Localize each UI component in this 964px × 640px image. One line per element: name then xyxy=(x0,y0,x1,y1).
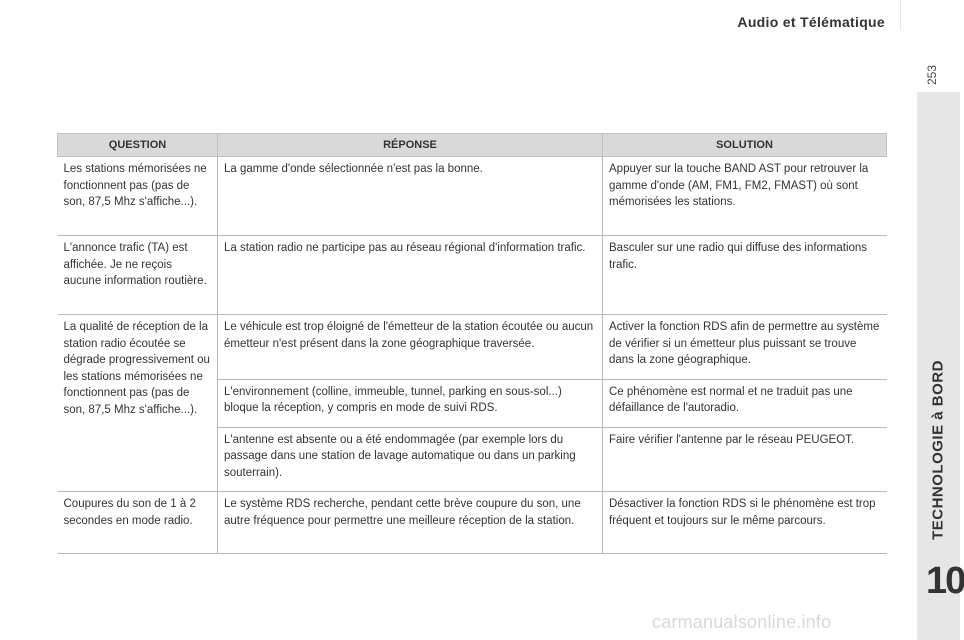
solution-cell: Activer la fonction RDS afin de permettre au système de vérifier si un émetteur plus puissant se trouve dans la zone géographique. xyxy=(603,315,887,380)
column-header-response: RÉPONSE xyxy=(218,134,603,157)
response-cell: La gamme d'onde sélectionnée n'est pas la bonne. xyxy=(218,157,603,236)
response-cell: Le système RDS recherche, pendant cette brève coupure du son, une autre fréquence pour permettre une meilleure réception de la station. xyxy=(218,492,603,554)
section-title: Audio et Télématique xyxy=(737,14,885,30)
troubleshooting-table xyxy=(57,133,887,554)
response-cell: L'environnement (colline, immeuble, tunnel, parking en sous-sol...) bloque la réception, y compris en mode de suivi RDS. xyxy=(218,379,603,427)
table-row xyxy=(58,315,887,380)
solution-cell: Basculer sur une radio qui diffuse des informations trafic. xyxy=(603,236,887,315)
solution-cell: Appuyer sur la touche BAND AST pour retrouver la gamme d'onde (AM, FM1, FM2, FMAST) où sont mémorisées les stations. xyxy=(603,157,887,236)
question-cell: L'annonce trafic (TA) est affichée. Je ne reçois aucune information routière. xyxy=(58,236,218,315)
page-number: 253 xyxy=(925,64,940,86)
response-cell: L'antenne est absente ou a été endommagée (par exemple lors du passage dans une station de lavage automatique ou dans un parking souterrain). xyxy=(218,427,603,492)
question-cell: La qualité de réception de la station radio écoutée se dégrade progressivement ou les stations mémorisées ne fonctionnent pas (pas de son, 87,5 Mhz s'affiche...). xyxy=(58,315,218,492)
table-row xyxy=(58,157,887,236)
chapter-label: TECHNOLOGIE à BORD xyxy=(929,360,947,540)
solution-cell: Faire vérifier l'antenne par le réseau PEUGEOT. xyxy=(603,427,887,492)
watermark: carmanualsonline.info xyxy=(652,612,832,632)
table-row xyxy=(58,236,887,315)
table-header-row xyxy=(58,134,887,157)
column-header-solution: SOLUTION xyxy=(603,134,887,157)
question-cell: Coupures du son de 1 à 2 secondes en mode radio. xyxy=(58,492,218,554)
response-cell: La station radio ne participe pas au réseau régional d'information trafic. xyxy=(218,236,603,315)
column-header-question: QUESTION xyxy=(58,134,218,157)
solution-cell: Désactiver la fonction RDS si le phénomène est trop fréquent et toujours sur le même parcours. xyxy=(603,492,887,554)
question-cell: Les stations mémorisées ne fonctionnent pas (pas de son, 87,5 Mhz s'affiche...). xyxy=(58,157,218,236)
response-cell: Le véhicule est trop éloigné de l'émetteur de la station écoutée ou aucun émetteur n'est présent dans la zone géographique traversée. xyxy=(218,315,603,380)
solution-cell: Ce phénomène est normal et ne traduit pas une défaillance de l'autoradio. xyxy=(603,379,887,427)
chapter-number: 10 xyxy=(926,560,964,602)
header-divider xyxy=(900,0,901,30)
table-row xyxy=(58,492,887,554)
